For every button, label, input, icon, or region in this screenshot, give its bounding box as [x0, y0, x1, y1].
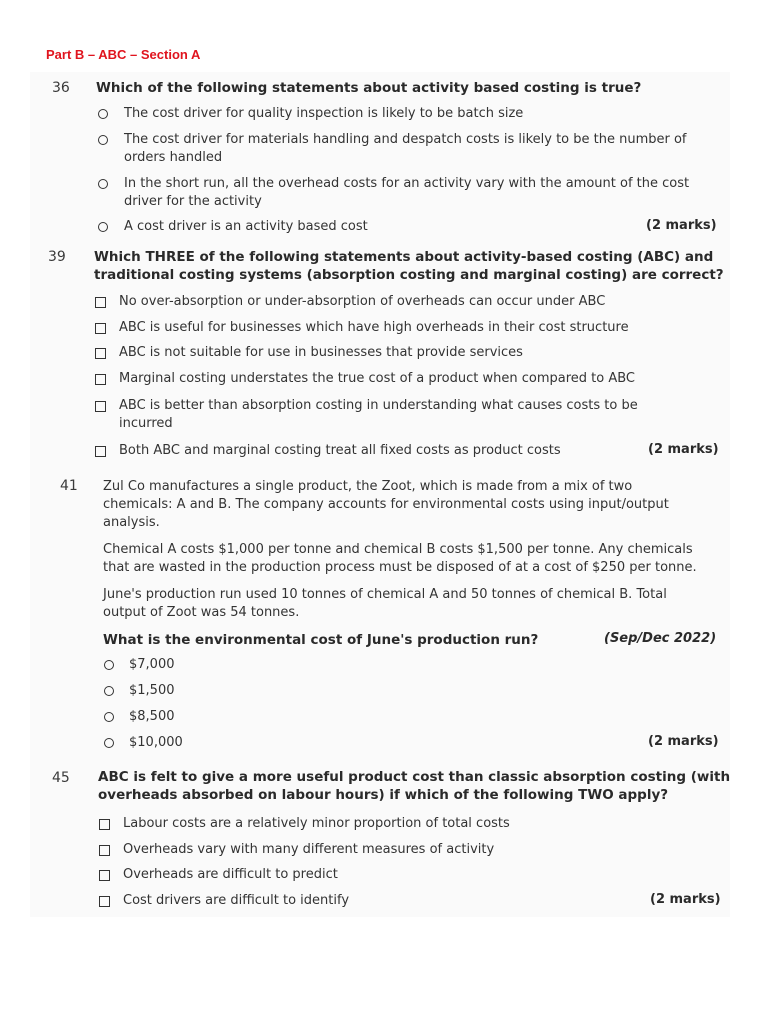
radio-button[interactable]	[98, 179, 108, 189]
section-title: Part B – ABC – Section A	[46, 47, 201, 62]
q41-option-2: $1,500	[129, 683, 175, 698]
q36-option-3-line1: In the short run, all the overhead costs for an activity vary with the amount of the cost	[124, 176, 690, 191]
checkbox[interactable]	[95, 348, 106, 359]
q36-option-1: The cost driver for quality inspection is likely to be batch size	[124, 106, 524, 121]
q41-option-3: $8,500	[129, 709, 175, 724]
checkbox[interactable]	[99, 896, 110, 907]
q45-option-1: Labour costs are a relatively minor proportion of total costs	[123, 816, 510, 831]
checkbox[interactable]	[99, 870, 110, 881]
q39-marks: (2 marks)	[648, 442, 719, 457]
q41-paragraph-1-line2: chemicals: A and B. The company accounts for environmental costs using input/output	[103, 497, 669, 512]
radio-button[interactable]	[104, 712, 114, 722]
checkbox[interactable]	[95, 297, 106, 308]
q39-option-2: ABC is useful for businesses which have high overheads in their cost structure	[119, 320, 629, 335]
question-39-text-line2: traditional costing systems (absorption costing and marginal costing) are correct?	[94, 267, 724, 283]
radio-button[interactable]	[98, 222, 108, 232]
question-number-36: 36	[52, 80, 70, 96]
q39-option-6: Both ABC and marginal costing treat all fixed costs as product costs	[119, 443, 561, 458]
q39-option-4: Marginal costing understates the true cost of a product when compared to ABC	[119, 371, 636, 386]
checkbox[interactable]	[99, 819, 110, 830]
question-number-39: 39	[48, 249, 66, 265]
q39-option-5-line2: incurred	[119, 416, 173, 431]
question-41-text: What is the environmental cost of June's production run?	[103, 632, 539, 648]
q41-paragraph-1-line1: Zul Co manufactures a single product, the Zoot, which is made from a mix of two	[103, 479, 633, 494]
checkbox[interactable]	[99, 845, 110, 856]
radio-button[interactable]	[98, 135, 108, 145]
q41-option-4: $10,000	[129, 735, 183, 750]
q45-option-4: Cost drivers are difficult to identify	[123, 893, 350, 908]
q41-paragraph-3-line1: June's production run used 10 tonnes of chemical A and 50 tonnes of chemical B. Total	[103, 587, 667, 602]
question-39-text-line1: Which THREE of the following statements about activity-based costing (ABC) and	[94, 249, 714, 265]
q41-paragraph-2-line2: that are wasted in the production process must be disposed of at a cost of $250 per tonne.	[103, 560, 697, 575]
question-45-text-line1: ABC is felt to give a more useful product cost than classic absorption costing (with	[98, 769, 731, 785]
q36-marks: (2 marks)	[646, 218, 717, 233]
q41-paragraph-3-line2: output of Zoot was 54 tonnes.	[103, 605, 300, 620]
checkbox[interactable]	[95, 374, 106, 385]
q41-source: (Sep/Dec 2022)	[604, 631, 717, 646]
question-number-41: 41	[60, 478, 78, 494]
radio-button[interactable]	[98, 109, 108, 119]
question-45-text-line2: overheads absorbed on labour hours) if which of the following TWO apply?	[98, 787, 669, 803]
q41-marks: (2 marks)	[648, 734, 719, 749]
checkbox[interactable]	[95, 401, 106, 412]
q45-option-2: Overheads vary with many different measures of activity	[123, 842, 495, 857]
q39-option-5-line1: ABC is better than absorption costing in understanding what causes costs to be	[119, 398, 638, 413]
q36-option-2-line2: orders handled	[124, 150, 223, 165]
checkbox[interactable]	[95, 446, 106, 457]
question-36-text: Which of the following statements about activity based costing is true?	[96, 80, 642, 96]
radio-button[interactable]	[104, 686, 114, 696]
q45-option-3: Overheads are difficult to predict	[123, 867, 338, 882]
q39-option-1: No over-absorption or under-absorption of overheads can occur under ABC	[119, 294, 606, 309]
q36-option-3-line2: driver for the activity	[124, 194, 262, 209]
q36-option-2-line1: The cost driver for materials handling and despatch costs is likely to be the number of	[124, 132, 687, 147]
q41-paragraph-2-line1: Chemical A costs $1,000 per tonne and chemical B costs $1,500 per tonne. Any chemicals	[103, 542, 693, 557]
q41-paragraph-1-line3: analysis.	[103, 515, 160, 530]
q45-marks: (2 marks)	[650, 892, 721, 907]
q41-option-1: $7,000	[129, 657, 175, 672]
checkbox[interactable]	[95, 323, 106, 334]
question-number-45: 45	[52, 770, 70, 786]
radio-button[interactable]	[104, 660, 114, 670]
radio-button[interactable]	[104, 738, 114, 748]
q39-option-3: ABC is not suitable for use in businesses that provide services	[119, 345, 523, 360]
q36-option-4: A cost driver is an activity based cost	[124, 219, 368, 234]
